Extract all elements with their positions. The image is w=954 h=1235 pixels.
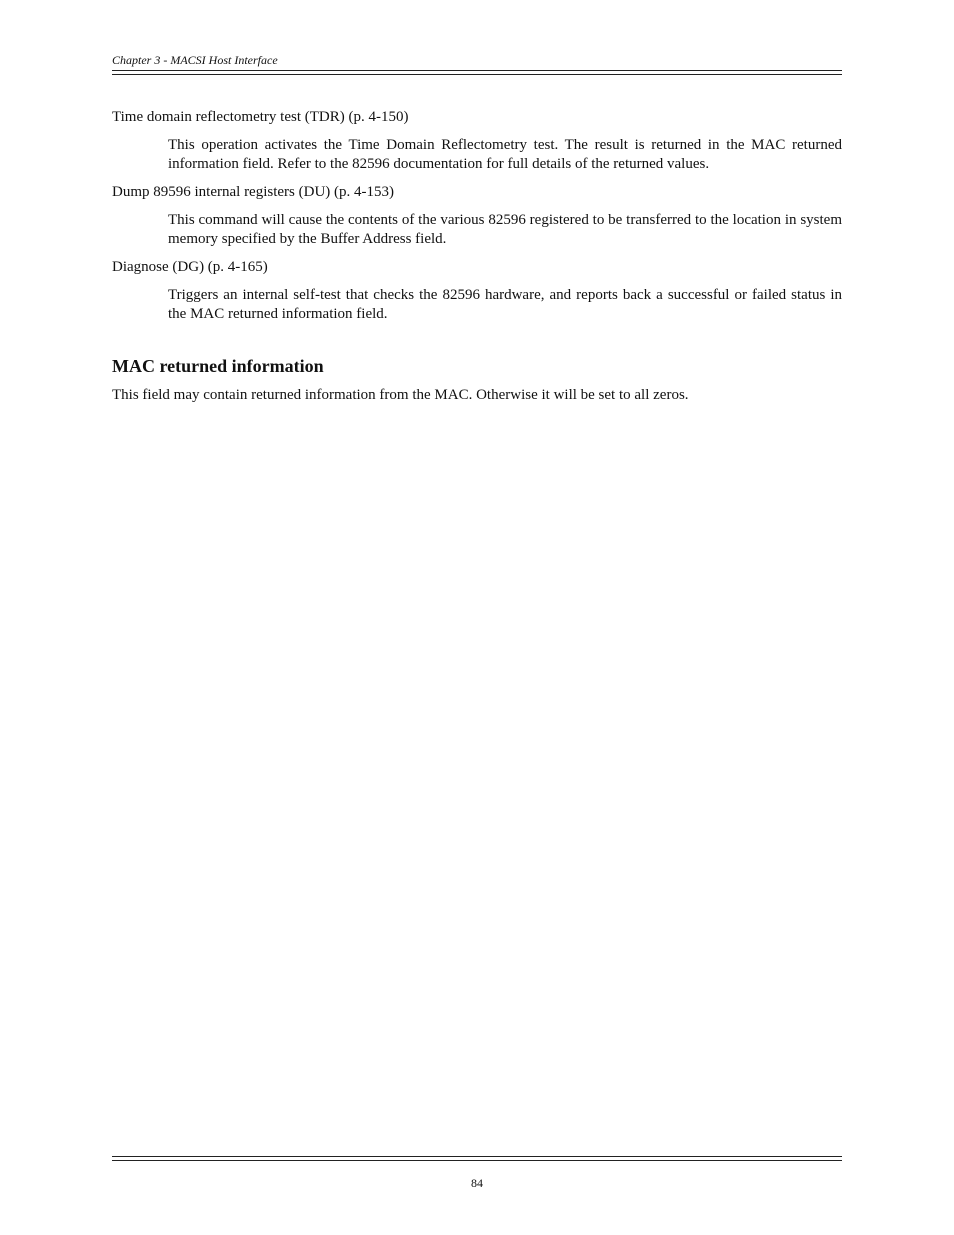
entry-tdr-term: Time domain reflectometry test (TDR) (p. 4-150) — [112, 109, 409, 125]
footer-rule-top — [112, 1156, 842, 1157]
section-body-text: This field may contain returned information from the MAC. Otherwise it will be set to all zeros. — [112, 387, 689, 403]
header-rule-bottom — [112, 74, 842, 75]
entry-diagnose-description: Triggers an internal self-test that checks the 82596 hardware, and reports back a successful or failed status in the MAC returned information field. — [168, 287, 842, 322]
entry-tdr-description: This operation activates the Time Domain Reflectometry test. The result is returned in the MAC returned information field. Refer to the 82596 documentation for full details of the returned values. — [168, 137, 842, 172]
entry-dump-term: Dump 89596 internal registers (DU) (p. 4-153) — [112, 184, 395, 200]
page-number: 84 — [471, 1176, 483, 1190]
entry-dump-description: This command will cause the contents of the various 82596 registered to be transferred to the location in system memory specified by the Buffer Address field. — [168, 212, 842, 247]
section-heading: MAC returned information — [112, 356, 324, 376]
footer-rule-bottom — [112, 1160, 842, 1161]
entry-diagnose-term: Diagnose (DG) (p. 4-165) — [112, 259, 268, 275]
header-rule-top — [112, 70, 842, 71]
running-header: Chapter 3 - MACSI Host Interface — [112, 53, 278, 67]
